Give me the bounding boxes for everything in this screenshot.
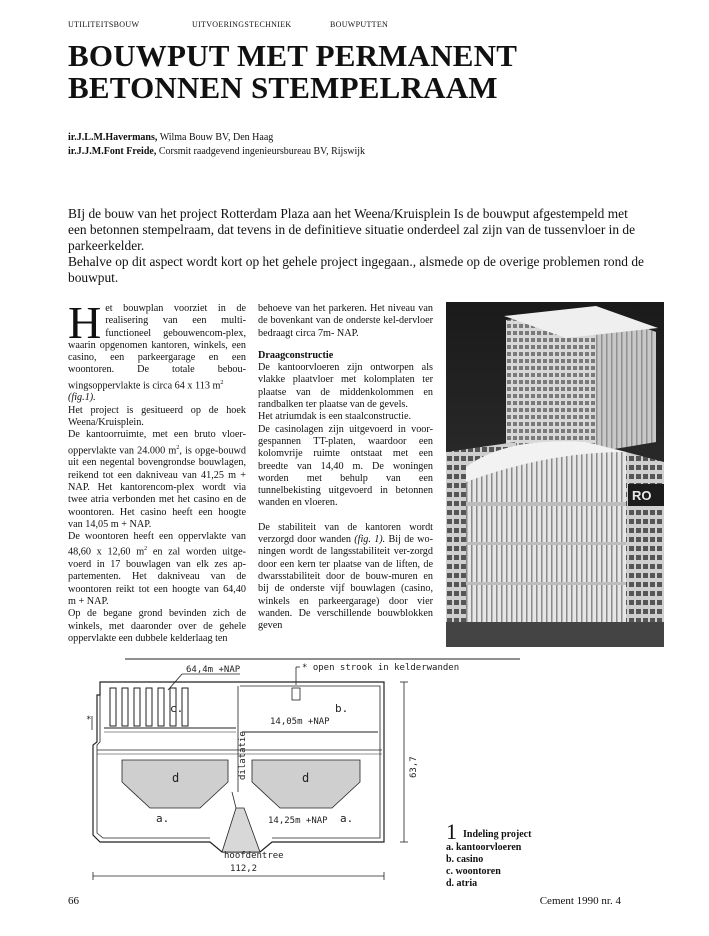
star-marker: * <box>86 715 92 725</box>
lead-text-2: Behalve op dit aspect wordt kort op het gehele project ingegaan., alsmede op de overige problemen rond de bouwput. <box>68 254 644 285</box>
col1-p4-text-a: De woontoren heeft een oppervlakte van 48,60 x 12,60 m <box>68 531 246 558</box>
col2-paragraph-1: behoeve van het parkeren. Het niveau van de bovenkant van de onderste kel-dervloer bedraagt circa 7m- NAP. <box>258 303 433 339</box>
col1-paragraph-5: Op de begane grond bevinden zich de winkels, met daaronder over de gehele oppervlakte een dubbele kelderlaag ten <box>68 608 246 644</box>
author-1-name: ir.J.L.M.Havermans, <box>68 132 158 143</box>
col1-p3-superscript: 2 <box>176 444 180 451</box>
body-column-2 <box>258 303 433 632</box>
figure-number: 1 <box>446 819 457 844</box>
caption-item-d: d. atria <box>446 878 478 889</box>
dimension-height: 63,7 <box>409 756 419 778</box>
journal-issue: Cement 1990 nr. 4 <box>539 895 621 907</box>
building-photo-illustration <box>446 302 664 647</box>
body-column-1 <box>68 297 246 645</box>
col2-p5-text-a: De stabiliteit van de kantoren wordt verzorgd door wanden <box>258 521 433 546</box>
label-level-low: 14,25m +NAP <box>268 816 328 826</box>
lead-paragraph <box>68 206 648 286</box>
caption-title: Indeling project <box>463 829 532 840</box>
authors-block <box>68 131 365 159</box>
col2-paragraph-5 <box>258 522 433 633</box>
col1-p1-superscript: 2 <box>220 379 224 386</box>
col2-paragraph-4: De casinolagen zijn uitgevoerd in voor-gespannen TT-platen, waardoor een kolomvrije ruimte ontstaat met een breedte van 14,40 m. De woningen worden met behulp van een tunnelbekisting uitgevoerd in betonnen wanden en vloeren. <box>258 423 433 509</box>
photo-sign-text: RO <box>632 488 652 503</box>
col2-paragraph-2: De kantoorvloeren zijn ontworpen als vlakke plaatvloer met kolomplaten ter plaatse van de middenkolommen en randbalken ter plaatse van de gevels. <box>258 362 433 411</box>
running-header-section-2: UITVOERINGSTECHNIEK <box>192 20 292 29</box>
label-a-right: a. <box>340 812 354 825</box>
col1-p3-text-b: , is opge-bouwd uit een negental bovengrondse bouwlagen, reikend tot een dakniveau van 41,25 m + NAP. Het kantorencom-plex wordt via twee atria verbonden met het casino en de woontoren. Het casino heeft een hoogte van 14,05 m + NAP. <box>68 445 246 530</box>
author-2 <box>68 145 365 159</box>
label-dilatatie: dilatatie <box>238 731 248 780</box>
author-1 <box>68 131 365 145</box>
col1-p3-text-a: De kantoorruimte, met een bruto vloer-oppervlakte van 24.000 m <box>68 429 246 457</box>
col2-paragraph-3: Het atriumdak is een staalconstructie. <box>258 411 412 423</box>
building-model-photo <box>446 302 664 647</box>
label-a-left: a. <box>156 812 170 825</box>
col2-p5-text-b: Bij de wo-ningen wordt de langsstabiliteit ver-zorgd door een kern ter plaatse van de liften, de dwarsstabiliteit door de bouw-muren en bij de onderste vijf bouwlagen (casino, winkels en parkeergarage) door vier wanden. De verschillende bouwblokken geven <box>258 534 433 632</box>
figure-caption <box>446 819 606 890</box>
dimension-width: 112,2 <box>230 864 258 874</box>
article-title <box>68 40 517 104</box>
label-d-left: d <box>172 771 180 785</box>
caption-item-a: a. kantoorvloeren <box>446 842 522 853</box>
running-header-section-1: UTILITEITSBOUW <box>68 20 140 29</box>
caption-item-c: c. woontoren <box>446 866 501 877</box>
author-1-affiliation: Wilma Bouw BV, Den Haag <box>159 132 274 143</box>
label-open-strip: * open strook in kelderwanden <box>302 663 460 673</box>
label-b: b. <box>335 702 349 715</box>
col1-p4-text-b: en zal worden uitge-voerd in 17 bouwlagen van elk zes ap-partementen. Het dakniveau van de woontoren reikt tot een hoogte van 64,40 m + NAP. <box>68 546 246 607</box>
label-hoofdentree: hoofdentree <box>224 851 284 861</box>
author-2-affiliation: Corsmit raadgevend ingenieursbureau BV, Rijswijk <box>158 146 365 157</box>
caption-item-b: b. casino <box>446 854 484 865</box>
title-line-1: BOUWPUT MET PERMANENT <box>68 38 518 73</box>
author-2-name: ir.J.J.M.Font Freide, <box>68 146 157 157</box>
figure-reference-2: (fig. 1). <box>354 534 386 546</box>
col1-paragraph-1 <box>68 297 246 405</box>
col1-p1-text: et bouwplan voorziet in de realisering van een multi-functioneel gebouwencom-plex, waarin opgenomen kantoren, winkels, een casino, een parkeergarage en een woontoren. De totale bebou-wingsoppervlakte is circa 64 x 113 m <box>68 303 246 392</box>
page-number: 66 <box>68 895 79 907</box>
drop-cap: H <box>68 297 102 348</box>
col1-p4-superscript: 2 <box>144 546 148 553</box>
col1-paragraph-2: Het project is gesitueerd op de hoek Weena/Kruisplein. <box>68 404 246 429</box>
figure-reference: (fig.1). <box>68 392 96 404</box>
col1-paragraph-4 <box>68 531 246 608</box>
lead-text-1: BIj de bouw van het project Rotterdam Plaza aan het Weena/Kruisplein Is de bouwput afgestempeld met een betonnen stempelraam, dat tevens in de definitieve situatie onderdeel zal zijn van de tussenvloer in de parkeerkelder. <box>68 206 636 253</box>
title-line-2: BETONNEN STEMPELRAAM <box>68 70 498 105</box>
label-c: c. <box>170 702 184 715</box>
section-heading-draagconstructie: Draagconstructie <box>258 349 334 361</box>
label-level-casino: 14,05m +NAP <box>270 717 330 727</box>
col1-paragraph-3 <box>68 429 246 531</box>
label-d-right: d <box>302 771 310 785</box>
running-header-section-3: BOUWPUTTEN <box>330 20 389 29</box>
label-level-top: 64,4m +NAP <box>186 665 241 675</box>
caption-heading <box>446 819 606 844</box>
